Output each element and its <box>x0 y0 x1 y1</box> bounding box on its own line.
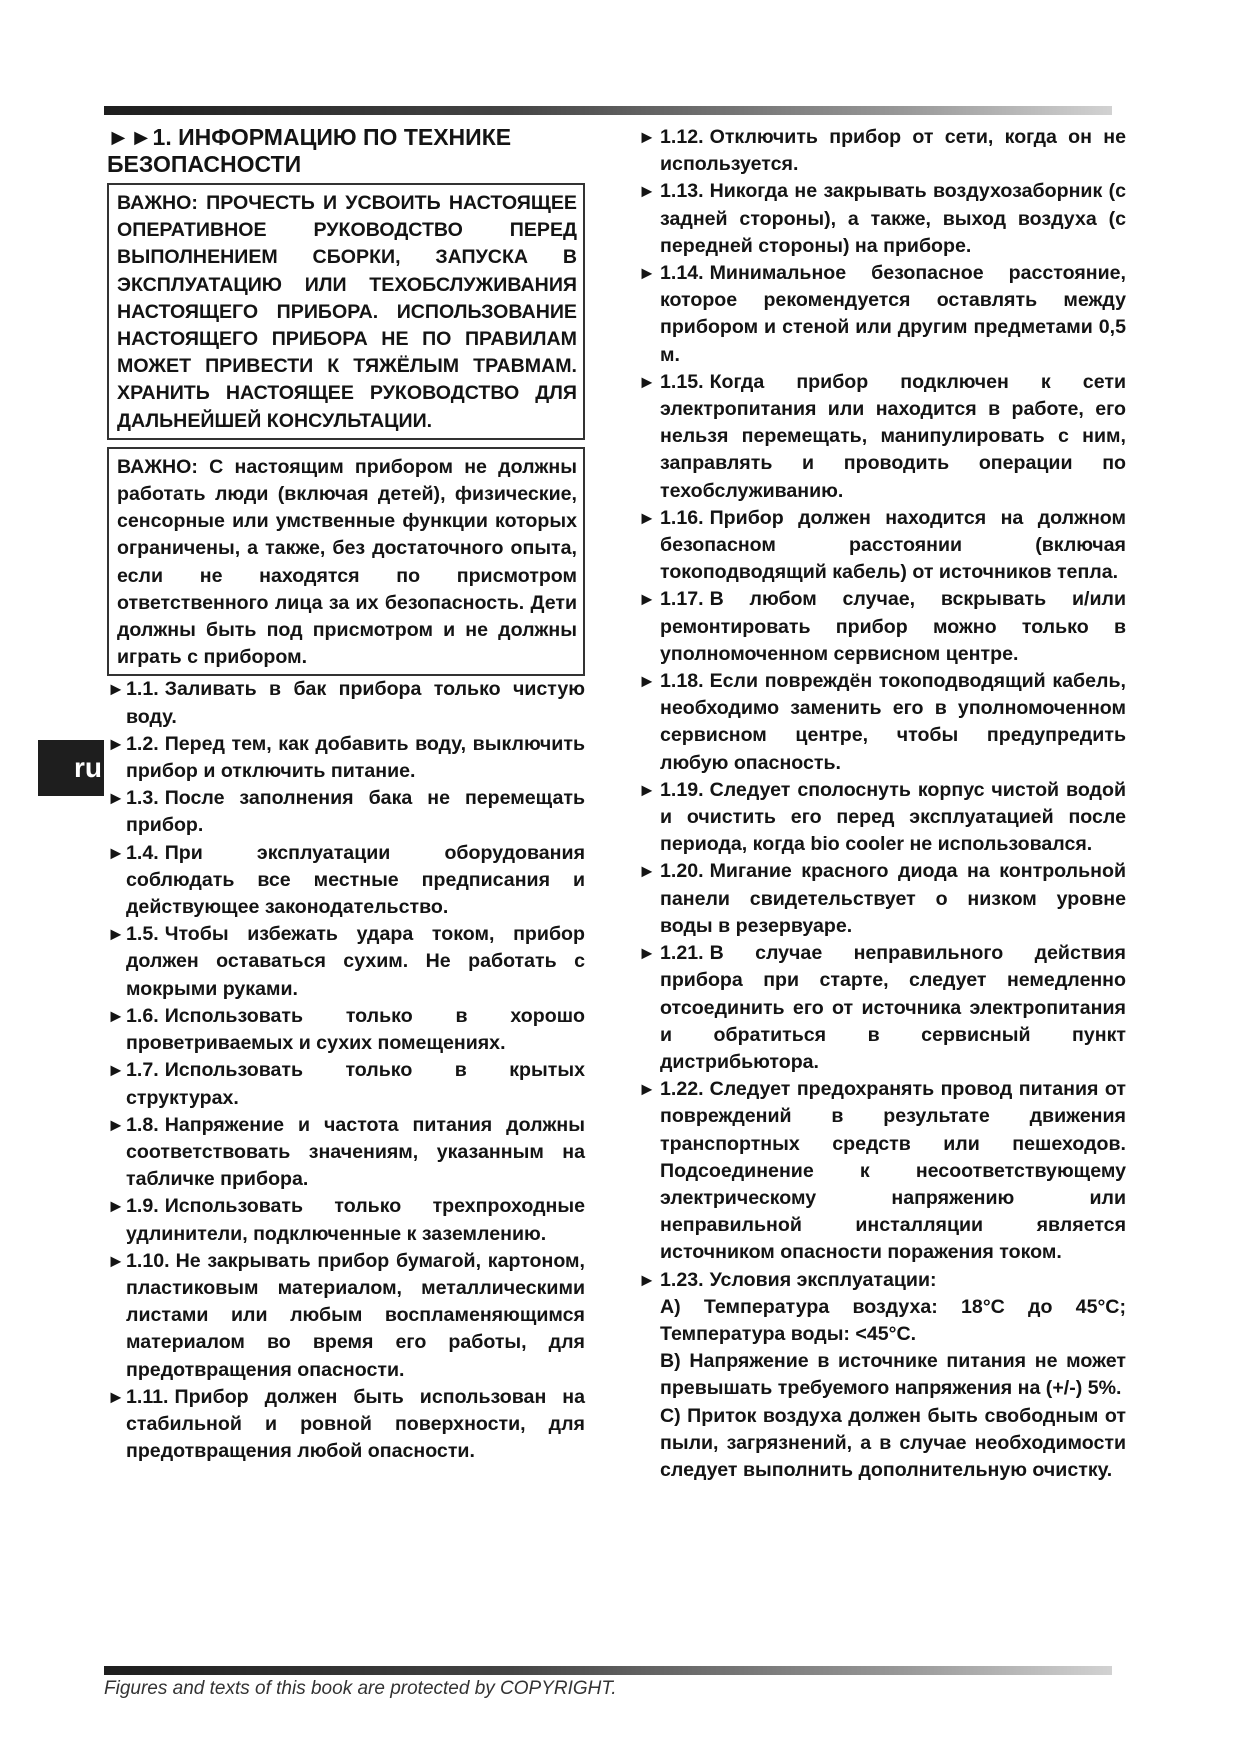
item-number: 1.4. <box>126 841 159 864</box>
item-text: Использовать только в хорошо проветриваемых и сухих помещениях. <box>126 1004 585 1055</box>
item-text: Мигание красного диода на контрольной панели свидетельствует о низком уровне воды в резервуаре. <box>660 860 1126 937</box>
warning-box-manual: ВАЖНО: ПРОЧЕСТЬ И УСВОИТЬ НАСТОЯЩЕЕ ОПЕРАТИВНОЕ РУКОВОДСТВО ПЕРЕД ВЫПОЛНЕНИЕМ СБОРКИ, ЗАПУСКА В ЭКСПЛУАТАЦИЮ ИЛИ ТЕХОБСЛУЖИВАНИЯ НАСТОЯЩЕГО ПРИБОРА. ИСПОЛЬЗОВАНИЕ НАСТОЯЩЕГО ПРИБОРА НЕ ПО ПРАВИЛАМ МОЖЕТ ПРИВЕСТИ К ТЯЖЁЛЫМ ТРАВМАМ. ХРАНИТЬ НАСТОЯЩЕЕ РУКОВОДСТВО ДЛЯ ДАЛЬНЕЙШЕЙ КОНСУЛЬТАЦИИ. <box>107 183 585 440</box>
safety-item <box>638 586 1126 668</box>
item-text: Условия эксплуатации: <box>709 1268 937 1291</box>
item-text: Прибор должен быть использован на стабильной и ровной поверхности, для предотвращения любой опасности. <box>126 1385 585 1463</box>
language-tab: ru <box>38 740 104 796</box>
safety-item <box>638 668 1126 777</box>
item-text: Прибор должен находится на должном безопасном расстоянии (включая токоподводящий кабель) от источников тепла. <box>660 506 1126 584</box>
bullet-arrow-icon: ► <box>107 733 125 754</box>
safety-item <box>107 676 585 730</box>
safety-item <box>638 505 1126 587</box>
bullet-arrow-icon: ► <box>638 861 656 882</box>
bullet-arrow-icon: ► <box>638 943 656 964</box>
item-number: 1.18. <box>660 670 704 693</box>
bullet-arrow-icon: ► <box>638 507 656 528</box>
item-number: 1.20. <box>660 860 704 883</box>
bullet-arrow-icon: ► <box>638 1269 656 1290</box>
safety-item <box>638 178 1126 260</box>
item-number: 1.15. <box>660 370 704 393</box>
bullet-arrow-icon: ► <box>638 181 656 202</box>
safety-item <box>638 940 1126 1076</box>
item-number: 1.19. <box>660 778 704 801</box>
item-number: 1.16. <box>660 506 704 529</box>
condition-item: B) Напряжение в источнике питания не может превышать требуемого напряжения на (+/-) 5%. <box>660 1350 1126 1400</box>
item-text: Минимальное безопасное расстояние, которое рекомендуется оставлять между прибором и стеной или другим предметами 0,5 м. <box>660 262 1126 366</box>
top-rule <box>104 106 1112 115</box>
item-number: 1.21. <box>660 942 704 965</box>
bullet-arrow-icon: ► <box>107 1114 125 1135</box>
right-column <box>638 124 1126 1484</box>
item-number: 1.11. <box>126 1385 169 1408</box>
safety-item <box>638 369 1126 505</box>
item-text: Перед тем, как добавить воду, выключить прибор и отключить питание. <box>126 732 585 783</box>
safety-item <box>107 1193 585 1247</box>
item-number: 1.17. <box>660 588 704 611</box>
item-number: 1.6. <box>126 1004 159 1027</box>
safety-item <box>638 1267 1126 1294</box>
copyright-footer: Figures and texts of this book are protected by COPYRIGHT. <box>104 1678 617 1699</box>
item-text: При эксплуатации оборудования соблюдать все местные предписания и действующее законодательство. <box>126 841 585 919</box>
item-text: Никогда не закрывать воздухозаборник (с задней стороны), а также, выход воздуха (с передней стороны) на приборе. <box>660 180 1126 257</box>
item-text: Следует сполоснуть корпус чистой водой и очистить его перед эксплуатацией после периода, когда bio cooler не использовался. <box>660 778 1126 856</box>
safety-item <box>107 785 585 839</box>
safety-item <box>638 124 1126 178</box>
safety-item <box>107 731 585 785</box>
bullet-arrow-icon: ► <box>638 1079 656 1100</box>
safety-item <box>638 1076 1126 1266</box>
item-number: 1.2. <box>126 732 159 755</box>
section-heading: ►►1. ИНФОРМАЦИЮ ПО ТЕХНИКЕ БЕЗОПАСНОСТИ <box>107 124 512 177</box>
bullet-arrow-icon: ► <box>638 671 656 692</box>
item-number: 1.1. <box>126 678 159 701</box>
bullet-arrow-icon: ► <box>107 1060 125 1081</box>
safety-item <box>107 1003 585 1057</box>
item-text: Использовать только в крытых структурах. <box>126 1059 585 1109</box>
bullet-arrow-icon: ► <box>107 1196 125 1217</box>
bullet-arrow-icon: ► <box>638 127 656 147</box>
item-number: 1.3. <box>126 787 159 810</box>
bullet-arrow-icon: ► <box>638 779 656 800</box>
left-item-list <box>107 676 585 1465</box>
condition-item: A) Температура воздуха: 18°C до 45°C; Температура воды: <45°C. <box>660 1295 1126 1345</box>
bullet-arrow-icon: ► <box>107 679 125 700</box>
item-text: Чтобы избежать удара током, прибор должен оставаться сухим. Не работать с мокрыми руками. <box>126 923 585 1000</box>
bullet-arrow-icon: ► <box>638 371 656 392</box>
item-text: В случае неправильного действия прибора при старте, следует немедленно отсоединить его от источника электропитания и обратиться в сервисный пункт дистрибьютора. <box>660 942 1126 1073</box>
warning-box-users: ВАЖНО: С настоящим прибором не должны работать люди (включая детей), физические, сенсорные или умственные функции которых ограничены, а также, без достаточного опыта, если не находятся по присмотром ответственного лица за их безопасность. Дети должны быть под присмотром и не должны играть с прибором. <box>107 447 585 677</box>
item-number: 1.14. <box>660 262 704 285</box>
bottom-rule <box>104 1666 1112 1675</box>
bullet-arrow-icon: ► <box>107 924 125 945</box>
item-number: 1.8. <box>126 1113 159 1136</box>
condition-item: C) Приток воздуха должен быть свободным от пыли, загрязнений, а в случае необходимости следует выполнить дополнительную очистку. <box>660 1404 1126 1481</box>
safety-item <box>638 858 1126 940</box>
safety-item <box>107 840 585 922</box>
item-number: 1.5. <box>126 923 159 946</box>
left-column <box>107 124 585 1465</box>
item-text: Если повреждён токоподводящий кабель, необходимо заменить его в уполномоченном сервисном центре, чтобы предупредить любую опасность. <box>660 670 1126 774</box>
item-text: Когда прибор подключен к сети электропитания или находится в работе, его нельзя перемещать, манипулировать с ним, заправлять и проводить операции по техобслуживанию. <box>660 370 1126 502</box>
item-text: После заполнения бака не перемещать прибор. <box>126 787 585 837</box>
safety-item <box>638 777 1126 859</box>
bullet-arrow-icon: ► <box>638 589 656 610</box>
bullet-arrow-icon: ► <box>107 1386 125 1407</box>
safety-item <box>107 1057 585 1111</box>
item-number: 1.12. <box>660 126 704 148</box>
item-number: 1.23. <box>660 1268 704 1291</box>
item-number: 1.10. <box>126 1249 170 1272</box>
safety-item <box>107 1112 585 1194</box>
bullet-arrow-icon: ► <box>107 1250 125 1271</box>
safety-item <box>107 1248 585 1384</box>
item-number: 1.13. <box>660 180 704 203</box>
item-text: Заливать в бак прибора только чистую воду. <box>126 678 585 728</box>
safety-item <box>107 921 585 1003</box>
item-text: Следует предохранять провод питания от повреждений в результате движения транспортных средств или пешеходов. Подсоединение к несоответствующему электрическому напряжению или неправильной инсталляции является источником опасности поражения током. <box>660 1078 1126 1264</box>
item-text: В любом случае, вскрывать и/или ремонтировать прибор можно только в уполномоченном сервисном центре. <box>660 588 1126 665</box>
item-text: Использовать только трехпроходные удлинители, подключенные к заземлению. <box>126 1195 585 1245</box>
bullet-arrow-icon: ► <box>107 788 125 809</box>
item-text: Напряжение и частота питания должны соответствовать значениям, указанным на табличке прибора. <box>126 1113 585 1191</box>
item-text: Не закрывать прибор бумагой, картоном, пластиковым материалом, металлическими листами или любым воспламеняющимся материалом во время его работы, для предотвращения опасности. <box>126 1249 585 1381</box>
safety-item <box>107 1384 585 1466</box>
bullet-arrow-icon: ► <box>638 263 656 284</box>
bullet-arrow-icon: ► <box>107 1005 125 1026</box>
bullet-arrow-icon: ► <box>107 842 125 863</box>
item-number: 1.7. <box>126 1059 159 1082</box>
right-item-list <box>638 124 1126 1294</box>
item-number: 1.9. <box>126 1195 159 1218</box>
conditions-list <box>638 1294 1126 1484</box>
item-text: Отключить прибор от сети, когда он не используется. <box>660 126 1126 176</box>
item-number: 1.22. <box>660 1078 704 1101</box>
safety-item <box>638 260 1126 369</box>
